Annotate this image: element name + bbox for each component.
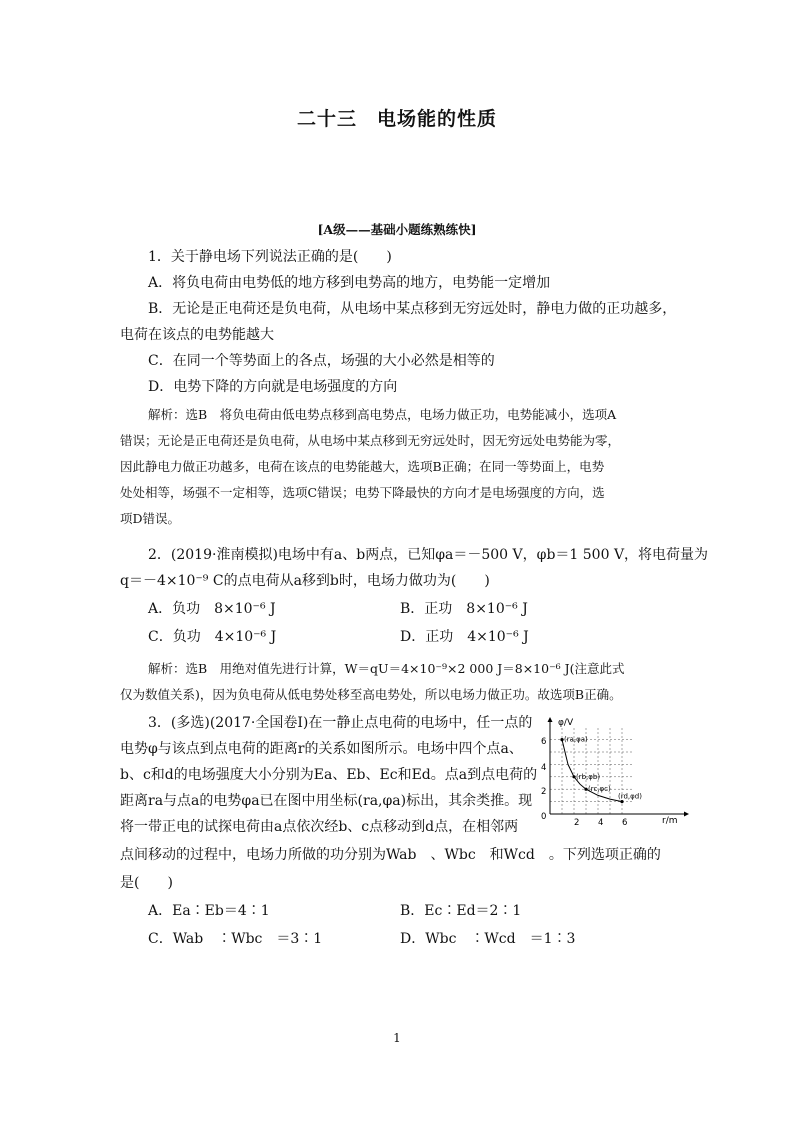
x-axis-arrow-icon xyxy=(684,812,689,817)
y-tick-label: 6 xyxy=(541,737,547,747)
question-3-stem-cont: b、c和d的电场强度大小分别为Ea、Eb、Ec和Ed。点a到点电荷的 xyxy=(120,767,538,783)
page-title: 二十三 电场能的性质 xyxy=(296,108,497,130)
y-tick-label: 0 xyxy=(541,812,547,822)
point-label: (rd,φd) xyxy=(618,792,642,801)
question-1-option-a: A．将负电荷由电势低的地方移到电势高的地方，电势能一定增加 xyxy=(148,275,551,291)
question-3-stem-cont: 是( ) xyxy=(120,875,173,891)
question-3-option-b: B．Ec∶Ed＝2∶1 xyxy=(400,903,522,919)
question-3-stem-cont: 点间移动的过程中，电场力所做的功分别为Wab 、Wbc 和Wcd 。下列选项正确的 xyxy=(120,847,661,863)
question-2-option-c: C．负功 4×10⁻⁶ J xyxy=(148,629,277,645)
question-3-option-c: C．Wab ∶Wbc ＝3∶1 xyxy=(148,931,323,947)
question-1-solution-line: 解析：选B 将负电荷由低电势点移到高电势点，电场力做正功，电势能减小，选项A xyxy=(148,407,617,422)
question-3-option-d: D．Wbc ∶Wcd ＝1∶3 xyxy=(400,931,576,947)
x-axis-label: r/m xyxy=(662,816,678,826)
potential-distance-graph xyxy=(536,715,696,830)
point-label: (ra,φa) xyxy=(564,735,588,744)
question-3-stem-cont: 电势φ与该点到点电荷的距离r的关系如图所示。电场中四个点a、 xyxy=(120,741,523,757)
question-3-stem-cont: 将一带正电的试探电荷由a点依次经b、c点移动到d点，在相邻两 xyxy=(120,819,519,835)
x-tick-label: 2 xyxy=(574,818,580,828)
question-2-stem: 2．(2019·淮南模拟)电场中有a、b两点，已知φa＝－500 V，φb＝1 500 V，将电荷量为 xyxy=(148,547,709,563)
question-3-stem-cont: 距离ra与点a的电势φa已在图中用坐标(ra,φa)标出，其余类推。现 xyxy=(120,793,533,809)
question-1-option-b-cont: 电荷在该点的电势能越大 xyxy=(120,327,274,343)
question-1-option-d: D．电势下降的方向就是电场强度的方向 xyxy=(148,379,398,395)
question-1-solution-line: 项D错误。 xyxy=(120,511,181,526)
x-tick-label: 4 xyxy=(598,818,604,828)
question-1-solution-line: 错误；无论是正电荷还是负电荷，从电场中某点移到无穷远处时，因无穷远处电势能为零， xyxy=(120,433,621,448)
data-points xyxy=(560,736,642,804)
question-3-stem: 3．(多选)(2017·全国卷Ⅰ)在一静止点电荷的电场中，任一点的 xyxy=(148,715,533,731)
y-axis-label: φ/V xyxy=(558,718,574,728)
y-tick-label: 4 xyxy=(541,763,547,773)
question-2-solution-line: 仅为数值关系)，因为负电荷从低电势处移至高电势处，所以电场力做正功。故选项B正确。 xyxy=(120,687,622,702)
section-header: [A级——基础小题练熟练快] xyxy=(317,222,477,237)
question-2-solution-line: 解析：选B 用绝对值先进行计算，W＝qU＝4×10⁻⁹×2 000 J＝8×10⁻⁶ J(注意此式 xyxy=(148,661,625,676)
question-2-option-d: D．正功 4×10⁻⁶ J xyxy=(400,629,529,645)
y-tick-label: 2 xyxy=(541,787,547,797)
x-tick-label: 6 xyxy=(622,818,628,828)
point-label: (rc,φc) xyxy=(588,785,611,794)
question-1-option-b: B．无论是正电荷还是负电荷，从电场中某点移到无穷远处时，静电力做的正功越多， xyxy=(148,301,677,317)
question-3-option-a: A．Ea∶Eb＝4∶1 xyxy=(148,903,270,919)
y-axis-arrow-icon xyxy=(548,717,553,722)
point-label: (rb,φb) xyxy=(576,772,601,781)
question-2-option-b: B．正功 8×10⁻⁶ J xyxy=(400,601,528,617)
page-number: 1 xyxy=(393,1031,401,1045)
question-2-stem-cont: q＝－4×10⁻⁹ C的点电荷从a移到b时，电场力做功为( ) xyxy=(120,573,490,589)
question-1-solution-line: 因此静电力做正功越多，电荷在该点的电势能越大，选项B正确；在同一等势面上，电势 xyxy=(120,459,605,474)
question-2-option-a: A．负功 8×10⁻⁶ J xyxy=(148,601,276,617)
question-1-option-c: C．在同一个等势面上的各点，场强的大小必然是相等的 xyxy=(148,353,495,369)
question-1-solution-line: 处处相等，场强不一定相等，选项C错误；电势下降最快的方向才是电场强度的方向，选 xyxy=(120,485,605,500)
question-1-stem: 1．关于静电场下列说法正确的是( ) xyxy=(148,249,392,265)
